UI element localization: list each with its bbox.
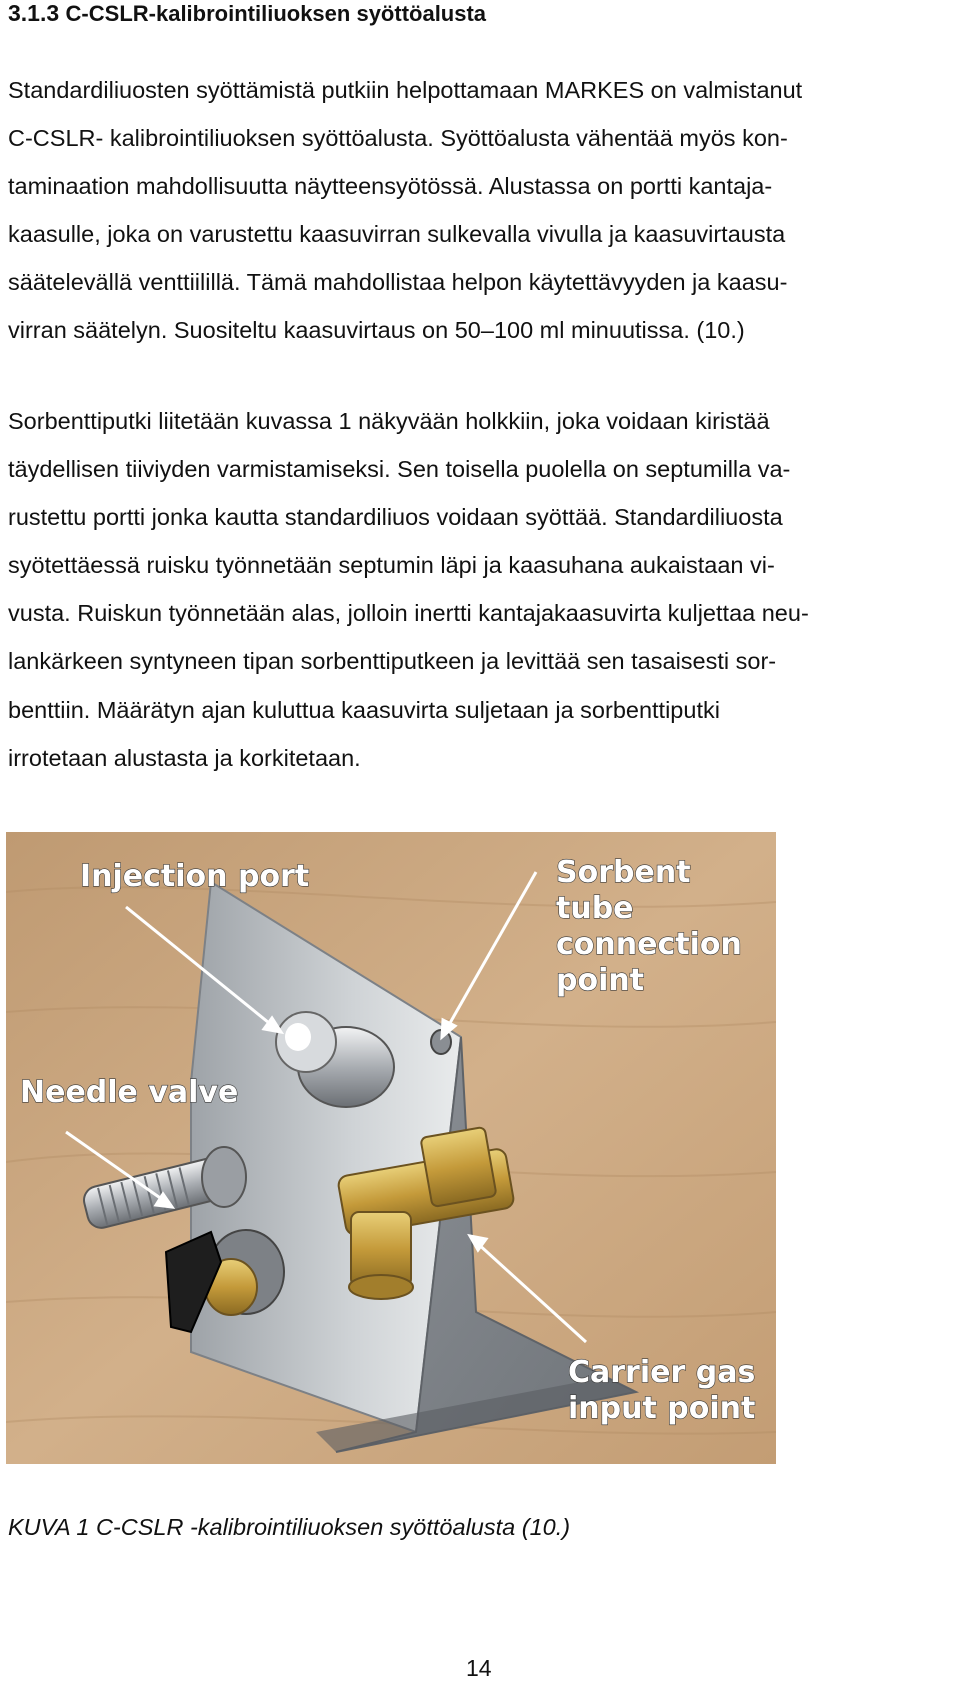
label-carrier-line-1: Carrier gas [568,1355,756,1390]
text-line: benttiin. Määrätyn ajan kuluttua kaasuvirta suljetaan ja sorbenttiputki [8,696,720,723]
device-illustration [6,832,776,1464]
text-line: syötettäessä ruisku työnnetään septumin läpi ja kaasuhana aukaistaan vi- [8,552,775,579]
text-line: säätelevällä venttiilillä. Tämä mahdollistaa helpon käytettävyyden ja kaasu- [8,269,788,296]
text-line: vusta. Ruiskun työnnetään alas, jolloin inertti kantajakaasuvirta kuljettaa neu- [8,600,809,627]
label-injection-port: Injection port [80,859,310,894]
page-number: 14 [466,1655,492,1681]
section-number: 3.1.3 [8,0,60,26]
figure-caption: KUVA 1 C-CSLR -kalibrointiliuoksen syöttöalusta (10.) [8,1514,571,1540]
text-line: Sorbenttiputki liitetään kuvassa 1 näkyvään holkkiin, joka voidaan kiristää [8,408,770,434]
text-line: taminaation mahdollisuutta näytteensyötössä. Alustassa on portti kantaja- [8,173,773,200]
label-sorbent-line-4: point [556,963,645,998]
text-line: lankärkeen syntyneen tipan sorbenttiputkeen ja levittää sen tasaisesti sor- [8,648,777,675]
text-line: virran säätelyn. Suositeltu kaasuvirtaus on 50–100 ml minuutissa. (10.) [8,317,745,344]
text-line: irrotetaan alustasta ja korkitetaan. [8,744,361,771]
text-line: rustettu portti jonka kautta standardiliuos voidaan syöttää. Standardiliuosta [8,504,783,531]
label-sorbent-line-3: connection [556,927,742,962]
text-line: täydellisen tiiviyden varmistamiseksi. Sen toisella puolella on septumilla va- [8,456,791,483]
label-needle-valve: Needle valve [20,1075,239,1110]
paragraph-1 [8,66,943,355]
paragraph-2 [8,397,943,782]
text-line: kaasulle, joka on varustettu kaasuvirran sulkevalla vivulla ja kaasuvirtausta [8,221,786,248]
text-line: Standardiliuosten syöttämistä putkiin helpottamaan MARKES on valmistanut [8,77,803,103]
device-photo [6,832,776,1464]
label-carrier-line-2: input point [568,1391,756,1426]
label-sorbent-line-1: Sorbent [556,855,691,890]
section-title: C-CSLR-kalibrointiliuoksen syöttöalusta [65,1,487,26]
text-line: C-CSLR- kalibrointiliuoksen syöttöalusta. Syöttöalusta vähentää myös kon- [8,125,788,152]
label-sorbent-line-2: tube [556,891,634,926]
section-heading [8,0,486,27]
